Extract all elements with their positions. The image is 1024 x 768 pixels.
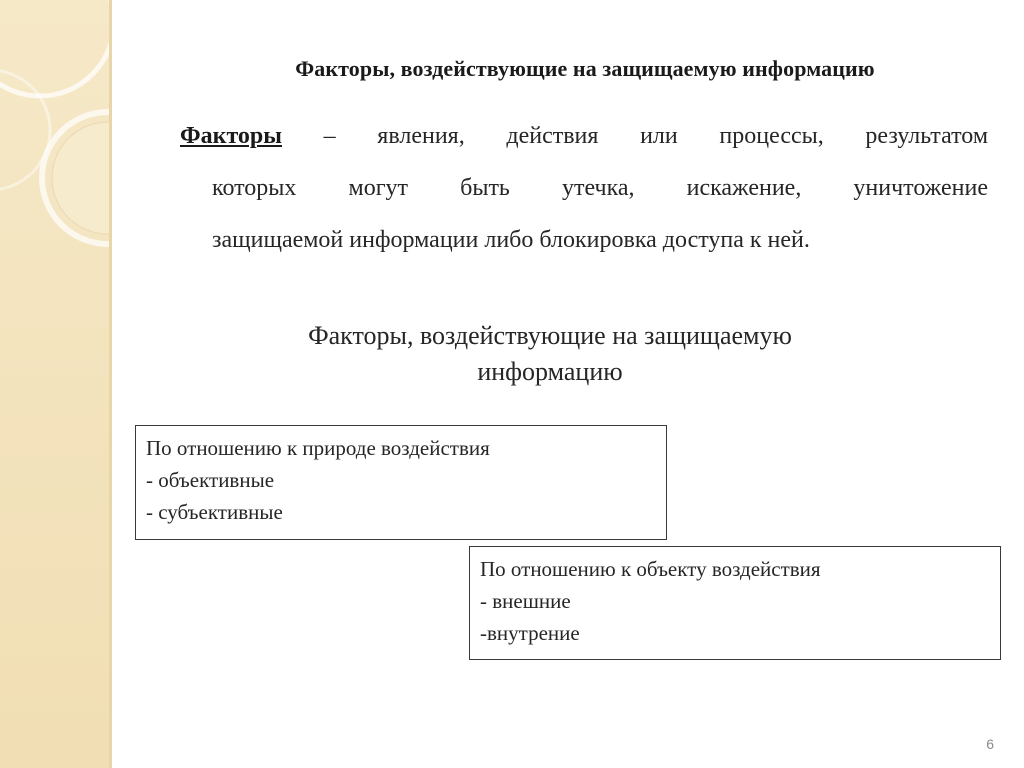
section-subtitle — [230, 318, 870, 390]
definition-line-1 — [180, 110, 988, 162]
subtitle-line-1: Факторы, воздействующие на защищаемую — [308, 321, 792, 350]
box-heading: По отношению к природе воздействия — [146, 436, 490, 460]
slide-title: Факторы, воздействующие на защищаемую информацию — [295, 56, 875, 81]
subtitle-line-2: информацию — [477, 357, 623, 386]
classification-box-object — [469, 546, 1001, 660]
decorative-side-band — [0, 0, 112, 768]
page-number: 6 — [986, 736, 994, 752]
definition-paragraph — [180, 110, 988, 266]
definition-line-2: которых могут быть утечка, искажение, уничтожение — [212, 175, 988, 201]
classification-box-nature — [135, 425, 667, 540]
band-edge — [109, 0, 112, 768]
definition-line-3: защищаемой информации либо блокировка доступа к ней. — [212, 227, 810, 253]
decorative-rings-icon — [0, 0, 112, 768]
definition-term: Факторы — [180, 123, 282, 149]
box-item: - объективные — [146, 468, 275, 492]
box-item: - субъективные — [146, 500, 283, 524]
box-item: -внутрение — [480, 621, 580, 645]
box-item: - внешние — [480, 589, 571, 613]
box-heading: По отношению к объекту воздействия — [480, 557, 821, 581]
definition-line-1-text: – явления, действия или процессы, результатом — [282, 123, 988, 149]
